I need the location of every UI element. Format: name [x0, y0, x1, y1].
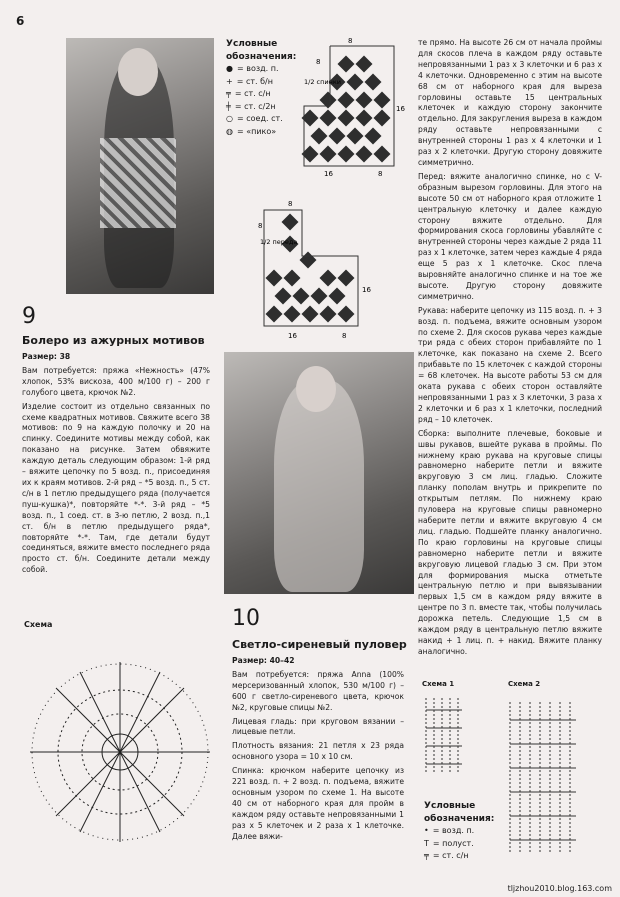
dim-bottom: 16 [288, 332, 297, 340]
motif-spokes [30, 662, 210, 842]
size-line: Размер: 40–42 [232, 656, 295, 665]
photo-model-bolero [66, 38, 214, 294]
diagram-front-half [258, 200, 408, 345]
legend-item: = ст. с/2н [234, 101, 276, 111]
section-number: 10 [232, 606, 260, 631]
instructions-paragraph: Изделие состоит из отдельно связанных по схеме квадратных мотивов. Свяжите всего 38 мотивов: по 9 на каждую полочку и 20 на спинку. Соедините мотивы между собой, как показано на рисунке. Затем обвяжите каждую деталь следующим образом: 1-й ряд – вяжите цепочку по 5 возд. п., присоединяя их к краям мотивов. 2-й ряд – *5 возд. п., 5 ст. с/н в 1 петлю предыдущего ряда (получается пуш-кушка)*, повторяйте *-*. 3-й ряд – *5 возд. п., 1 соед. ст. в 3-ю петлю, 2 возд. п.,1 ст. б/н в петлю предыдущего ряда*, повторяйте *-*. Там, где детали будут соединяться, вяжите вместо последнего ряда просто ст. б/н. Соедините детали между собой. [22, 401, 210, 575]
dim-left: 8 [258, 222, 263, 230]
dim-bottom2: 8 [378, 170, 383, 178]
legend-title: Условные обозначения: [424, 801, 495, 824]
diagram-back-half [300, 36, 405, 181]
assembly-paragraph: Сборка: выполните плечевые, боковые и швы рукавов, вшейте рукава в проймы. По нижнему краю рукава на круговые спицы равномерно наберите петли и вяжите вкруговую 3 см лиц. гладью. Сложите планку пополам внутрь и прикрепите по открытым петлям. По нижнему краю пуловера на круговые спицы равномерно наберите петли и вяжите вкруговую 4 см лиц. гладью. Подшейте планку аналогично. По краю горловины на круговые спицы равномерно наберите петли и вяжите вкруговую лицевой гладью 3 см. При этом для формирования мыска отметьте центральную петлю и при вывязывании первых 1,5 см в каждом ряду вяжите в центре по 3 п. вместе так, чтобы получилась дорожка петель. Следующие 1,5 см в каждом ряду в центральную петлю вяжите накид + 1 лиц. п. + накид. Вяжите планку аналогично. [418, 428, 602, 656]
tr-icon: ╪ [226, 101, 231, 111]
watermark: tljzhou2010.blog.163.com [507, 884, 612, 893]
hdc-icon: T [424, 838, 429, 848]
section-body [22, 352, 210, 579]
legend-item: = соед. ст. [236, 114, 283, 123]
sc-icon: + [226, 76, 233, 86]
scheme-2-grid [504, 696, 600, 856]
right-column [418, 38, 602, 661]
materials-paragraph: Вам потребуется: пряжа Anna (100% мерсеризованный хлопок, 530 м/100 г) – 600 г светло-сиреневого цвета, крючок №2, круговые спицы №2. [232, 669, 404, 712]
legend-item: = «пико» [236, 126, 277, 136]
page-number: 6 [16, 14, 25, 28]
dim-bottom2: 8 [342, 332, 347, 340]
legend-item: = ст. с/н [234, 89, 271, 98]
legend-item: = возд. п. [236, 64, 279, 73]
diagram-squares [302, 56, 391, 163]
scheme-2-label: Схема 2 [508, 680, 541, 688]
dim-left: 8 [316, 58, 321, 66]
stitch-paragraph: Лицевая гладь: при круговом вязании – лицевые петли. [232, 716, 404, 737]
scheme-label: Схема [24, 620, 53, 629]
dim-bottom: 16 [324, 170, 333, 178]
dim-side: 16 [396, 105, 405, 113]
chain-icon: • [424, 826, 429, 835]
scheme-1-grid [424, 696, 466, 776]
gauge-paragraph: Плотность вязания: 21 петля х 23 ряда основного узора = 10 х 10 см. [232, 741, 404, 762]
back-continued: те прямо. На высоте 26 см от начала проймы для скосов плеча в каждом ряду оставьте непровязанными 1 раз х 3 клеточки и 6 раз х 4 клеточки. Одновременно с этим на высоте 68 см от наборного края для выреза горловины оставьте 15 центральных клеточек и каждую сторону закончите отдельно. Для закругления выреза в каждом ряду оставьте непровязанными с внутренней стороны 1 раз х 4 клеточки и 1 раз х 2 клеточки. Другую сторону довяжите симметрично. [418, 38, 602, 167]
slip-stitch-icon: ○ [226, 114, 233, 123]
front-paragraph: Перед: вяжите аналогично спинке, но с V-образным вырезом горловины. Для этого на высоте 50 см от наборного края отложите 1 центральную клеточку и далее каждую сторону вяжите отдельно. Для формирования скоса горловины убавляйте с внутренней стороны через каждые 2 ряда 11 раз х 1 клеточке, затем через каждые 4 ряда еще 5 раз х 1 клеточке. Скос плеча выровняйте аналогично спинке и на тое же высоте. Другую сторону довяжите симметрично. [418, 171, 603, 301]
sleeves-paragraph: Рукава: наберите цепочку из 115 возд. п. + 3 возд. п. подъема, вяжите основным узором по схеме 2. Для скосов рукава через каждые три ряда с обеих сторон прибавляйте по 1 клеточке, как показано на схеме 2. Всего прибавьте по 15 клеточек с каждой стороны = 68 клеточек. На высоте работы 53 см для оката рукава с обеих сторон оставляйте непровязанными 1 раз х 3 клеточки, 3 раза х 2 клеточки и 6 раз х 1 клеточки, последний ряд – 10 клеточек. [418, 305, 602, 424]
legend-item: = возд. п. [432, 826, 475, 835]
section-title: Светло-сиреневый пуловер [232, 638, 407, 651]
legend-item: = ст. б/н [236, 76, 273, 86]
materials-paragraph: Вам потребуется: пряжа «Нежность» (47% хлопок, 53% вискоза, 400 м/100 г) – 200 г голубого цвета, крючок №2. [22, 365, 210, 397]
diagram-label: 1/2 спинки [304, 78, 341, 86]
legend-symbols-knitting [424, 800, 504, 863]
photo-model-pullover [224, 352, 414, 594]
diagram-squares [266, 214, 355, 323]
chain-icon: ● [226, 64, 233, 73]
dim-top: 8 [288, 200, 293, 208]
scheme-1-label: Схема 1 [422, 680, 455, 688]
legend-title: Условные обозначения: [226, 39, 297, 62]
legend-item: = ст. с/н [432, 851, 469, 860]
size-line: Размер: 38 [22, 352, 71, 361]
dim-top: 8 [348, 37, 353, 45]
section-title: Болеро из ажурных мотивов [22, 334, 205, 347]
diagram-label: 1/2 переда [260, 238, 298, 246]
picot-icon: ◍ [226, 126, 233, 136]
back-paragraph: Спинка: крючком наберите цепочку из 221 возд. п. + 2 возд. п. подъема, вяжите основным узором по схеме 1. На высоте 40 см от наборного края для пройм в каждом ряду оставьте непровязанными 1 раз х 5 клеточек и 2 раза х 1 клеточке. Далее вяжи- [232, 766, 404, 841]
dc-icon: ╤ [226, 89, 231, 98]
dc-icon: ╤ [424, 851, 429, 860]
crochet-motif-scheme [22, 632, 218, 870]
section-body [232, 656, 404, 846]
legend-item: = полуст. [432, 838, 474, 848]
section-number: 9 [22, 304, 36, 329]
dim-side: 16 [362, 286, 371, 294]
legend-symbols-crochet [226, 38, 306, 138]
